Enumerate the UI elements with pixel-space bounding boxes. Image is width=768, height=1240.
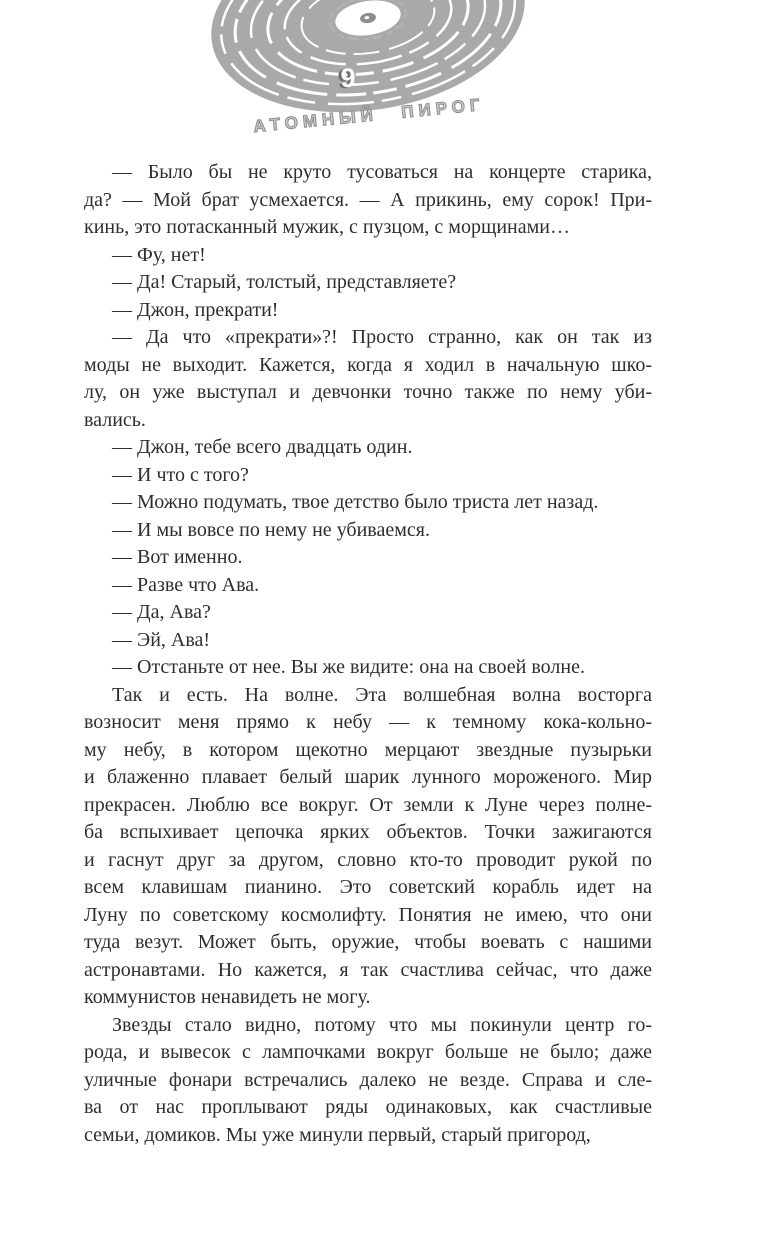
- text-line: — Отстаньте от нее. Вы же видите: она на своей волне.: [112, 656, 585, 678]
- text-line: рода, и вывесок с лампочками вокруг больше не было; даже: [84, 1041, 652, 1063]
- text-line: да? — Мой брат усмехается. — А прикинь, ему сорок! При-: [84, 188, 652, 211]
- text-line: и гаснут друг за другом, словно кто-то проводит рукой по: [84, 848, 652, 871]
- text-line: ба вспыхивает цепочка ярких объектов. Точки зажигаются: [84, 821, 652, 843]
- text-line: кинь, это потасканный мужик, с пузцом, с морщинами…: [84, 216, 570, 238]
- text-line: вались.: [84, 408, 146, 431]
- text-line: семьи, домиков. Мы уже минули первый, старый пригород,: [84, 1123, 591, 1146]
- text-line: астронавтами. Но кажется, я так счастлива сейчас, что даже: [84, 958, 652, 981]
- text-line: возносит меня прямо к небу — к темному кока-кольно-: [84, 711, 652, 733]
- text-line: — Можно подумать, твое детство было триста лет назад.: [112, 491, 599, 513]
- book-title: АТОМНЫЙ ПИРОГ: [252, 94, 486, 137]
- text-line: — И что с того?: [112, 463, 249, 486]
- text-line: — Да! Старый, толстый, представляете?: [112, 271, 457, 293]
- text-line: уличные фонари встречались далеко не везде. Справа и сле-: [84, 1068, 652, 1091]
- text-line: и блаженно плавает белый шарик лунного мороженого. Мир: [84, 766, 652, 788]
- text-line: туда везут. Может быть, оружие, чтобы воевать с нашими: [84, 931, 652, 953]
- text-line: — Джон, тебе всего двадцать один.: [112, 436, 413, 458]
- text-line: — Разве что Ава.: [112, 573, 260, 596]
- text-line: — Да что «прекрати»?! Просто странно, как он так из: [112, 326, 652, 348]
- chapter-number: 9: [340, 63, 356, 93]
- page-text: [84, 159, 652, 1149]
- text-line: — Фу, нет!: [112, 243, 206, 266]
- text-line: коммунистов ненавидеть не могу.: [84, 986, 371, 1008]
- text-line: ва от нас проплывают ряды одинаковых, как счастливые: [84, 1096, 652, 1118]
- text-line: — Вот именно.: [112, 546, 243, 568]
- text-line: всем клавишам пианино. Это советский корабль идет на: [84, 876, 652, 898]
- text-line: Звезды стало видно, потому что мы покинули центр го-: [112, 1013, 652, 1036]
- text-line: Луну по советскому космолифту. Понятия не имею, что они: [84, 903, 652, 926]
- text-line: моды не выходит. Кажется, когда я ходил в начальную шко-: [84, 353, 652, 376]
- text-line: — Да, Ава?: [112, 601, 211, 623]
- text-line: — И мы вовсе по нему не убиваемся.: [112, 518, 430, 541]
- text-line: — Эй, Ава!: [112, 628, 211, 651]
- text-line: Так и есть. На волне. Эта волшебная волна восторга: [112, 683, 652, 706]
- text-line: прекрасен. Люблю все вокруг. От земли к Луне через полне-: [84, 793, 652, 816]
- text-line: му небу, в котором щекотно мерцают звездные пузырьки: [84, 738, 652, 761]
- text-line: — Джон, прекрати!: [112, 298, 279, 321]
- text-line: — Было бы не круто тусоваться на концерте старика,: [112, 161, 652, 183]
- text-line: лу, он уже выступал и девчонки точно также по нему уби-: [84, 381, 652, 403]
